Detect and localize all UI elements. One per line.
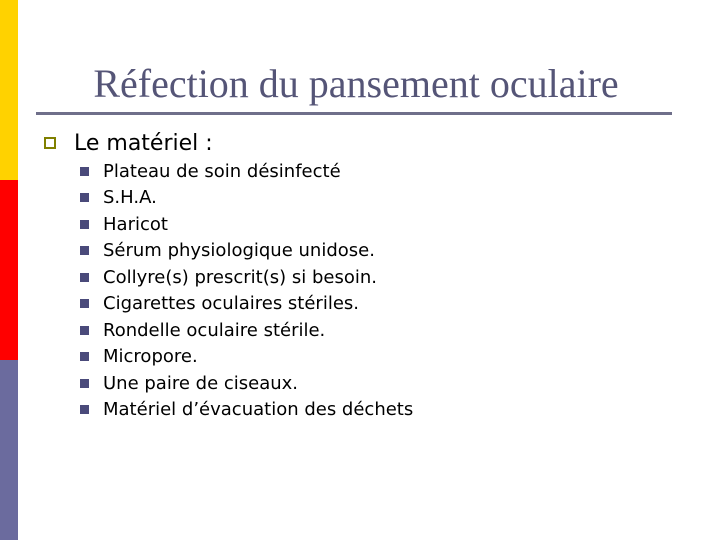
list-item-text: Rondelle oculaire stérile.: [103, 319, 326, 341]
list-item-text: Sérum physiologique unidose.: [103, 240, 375, 262]
list-item-text: S.H.A.: [103, 187, 157, 209]
list-item: [80, 238, 413, 265]
list-item: [80, 291, 413, 318]
list-item: [80, 158, 413, 185]
filled-square-bullet-icon: [80, 193, 89, 202]
filled-square-bullet-icon: [80, 299, 89, 308]
list-item-text: Micropore.: [103, 346, 198, 368]
list-item-text: Matériel d’évacuation des déchets: [103, 399, 414, 421]
list-item: [80, 185, 413, 212]
materials-list: [80, 158, 413, 423]
list-item: [80, 211, 413, 238]
list-item: [80, 264, 413, 291]
list-item-text: Une paire de ciseaux.: [103, 372, 299, 394]
hollow-square-bullet-icon: [44, 137, 56, 149]
filled-square-bullet-icon: [80, 220, 89, 229]
filled-square-bullet-icon: [80, 273, 89, 282]
list-item: [80, 317, 413, 344]
list-item: [80, 370, 413, 397]
list-item-text: Cigarettes oculaires stériles.: [103, 293, 360, 315]
filled-square-bullet-icon: [80, 379, 89, 388]
side-stripe-yellow: [0, 0, 18, 180]
list-item: [80, 397, 413, 424]
filled-square-bullet-icon: [80, 326, 89, 335]
list-item-text: Plateau de soin désinfecté: [103, 160, 341, 182]
list-item-text: Collyre(s) prescrit(s) si besoin.: [103, 266, 377, 288]
section-heading: [44, 128, 213, 158]
list-item-text: Haricot: [103, 213, 168, 235]
filled-square-bullet-icon: [80, 405, 89, 414]
filled-square-bullet-icon: [80, 246, 89, 255]
filled-square-bullet-icon: [80, 167, 89, 176]
side-stripe-red: [0, 180, 18, 360]
side-stripe-purple: [0, 360, 18, 540]
list-item: [80, 344, 413, 371]
section-label: Le matériel :: [74, 130, 213, 156]
filled-square-bullet-icon: [80, 352, 89, 361]
slide-title: Réfection du pansement oculaire: [93, 61, 619, 106]
title-underline: [36, 112, 672, 115]
